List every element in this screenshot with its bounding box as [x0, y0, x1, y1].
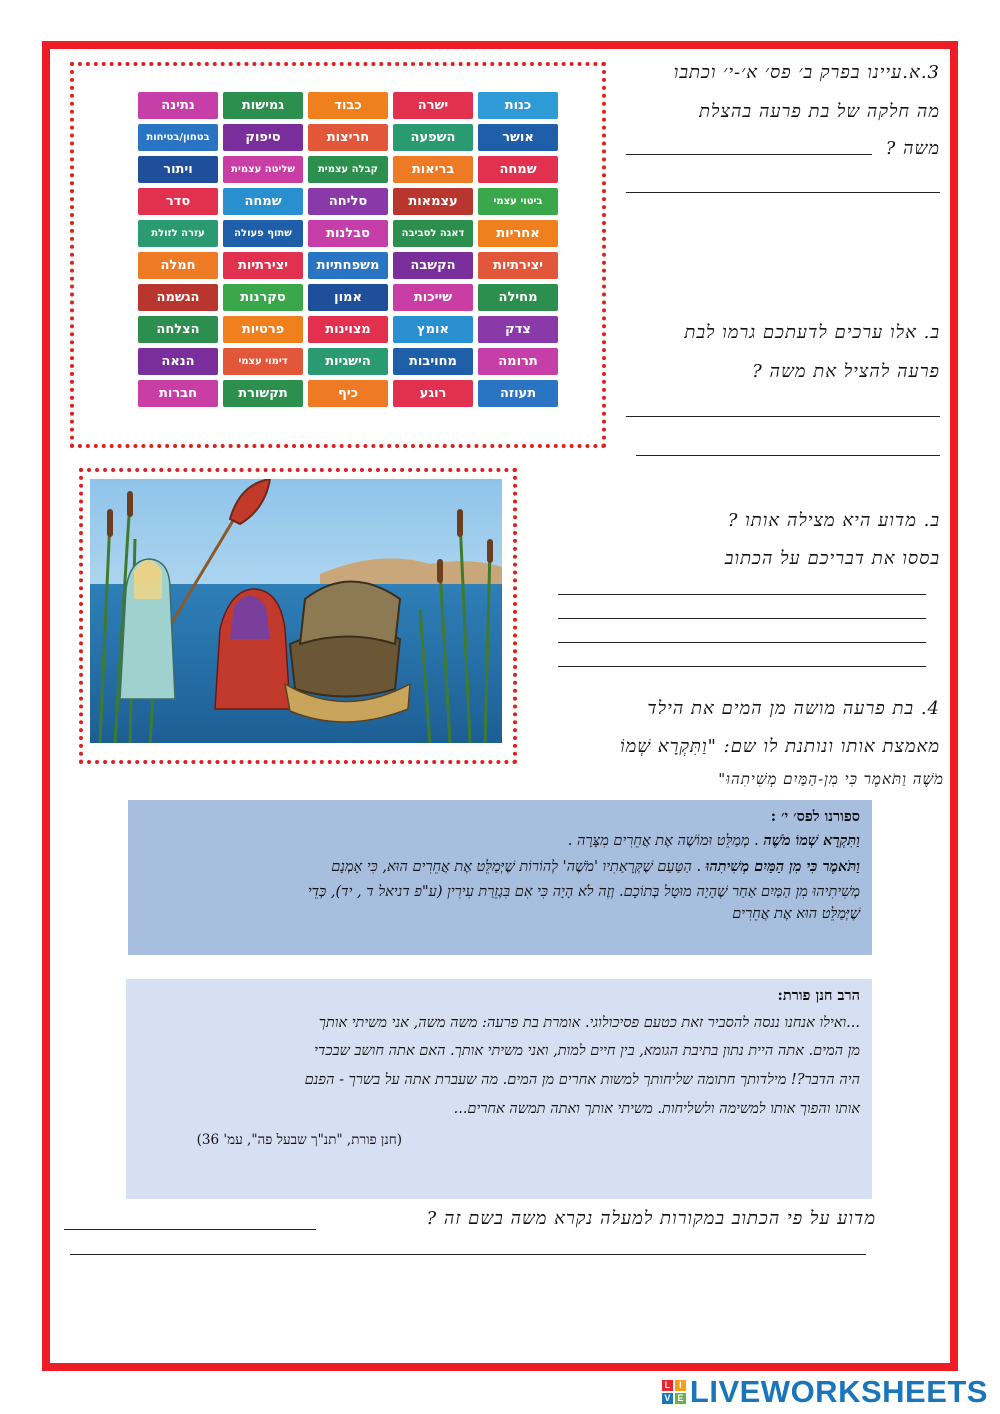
value-tile: דימוי עצמי [223, 348, 303, 375]
sforno-line-1-rest: . מְמַלֵּט וּמוֹשֶׁה אֶת אֲחֵרִים מִצָּרָה . [567, 833, 759, 849]
value-tile: אחריות [478, 220, 558, 247]
value-tile: בטחון/בטיחות [138, 124, 218, 151]
q4-line2: מאמצת אותו ונותנת לו שם: "וַתִּקְרָא שְׁמוֹ [620, 736, 940, 757]
liveworksheets-logo [662, 1374, 988, 1410]
value-tile: עצמאות [393, 188, 473, 215]
porat-line-4: אותו והפוך אותו למשימה ולשליחות. משיתי אותך ואתה תמשה אחרים... [453, 1101, 860, 1117]
answer-line[interactable] [558, 666, 926, 667]
value-tile: הגשמה [138, 284, 218, 311]
value-tile: סיפוק [223, 124, 303, 151]
porat-line-3: היה הדבר?! מילדותך חתומה שליחותך למשות אחרים מן המים. מה שעברת אתה על בשרך - הפנם [304, 1072, 860, 1088]
porat-title: הרב חנן פורת: [777, 987, 860, 1004]
value-tile: ויתור [138, 156, 218, 183]
logo-mark-letter: I [675, 1380, 686, 1391]
porat-commentary-box [126, 979, 872, 1199]
q3a-line3: משה ? [885, 138, 940, 159]
q4-line3: מֹשֶׁה וַתֹּאמֶר כִּי מִן-הַמַּיִם מְשִׁיתִהוּ" [718, 770, 944, 788]
answer-line[interactable] [626, 154, 872, 155]
porat-line-1: ...ואילו אנחנו ננסה להסביר זאת כטעם פסיכולוגי. אומרת בת פרעה: משה משה, אני משיתי אותך [318, 1015, 860, 1031]
value-tile: סליחה [308, 188, 388, 215]
value-tile: אומץ [393, 316, 473, 343]
value-tile: חריצות [308, 124, 388, 151]
answer-line[interactable] [558, 618, 926, 619]
moses-rescue-image [90, 479, 502, 743]
value-tile: עזרה לזולת [138, 220, 218, 247]
value-tile: דאגה לסביבה [393, 220, 473, 247]
final-question: מדוע על פי הכתוב במקורות למעלה נקרא משה בשם זה ? [426, 1208, 876, 1229]
q3c-line2: בססו את דבריכם על הכתוב [724, 548, 940, 569]
value-tile: גמישות [223, 92, 303, 119]
sforno-commentary-box [128, 800, 872, 955]
sforno-line-1 [568, 832, 860, 850]
value-tile: שייכות [393, 284, 473, 311]
value-tile: שמחה [478, 156, 558, 183]
porat-source: (חנן פורת, "תנ"ך שבעל פה", עמ' 36) [196, 1132, 402, 1148]
value-tile: סקרנות [223, 284, 303, 311]
q3a-line2: מה חלקה של בת פרעה בהצלת [699, 101, 940, 122]
value-tile: שתוף פעולה [223, 220, 303, 247]
answer-line[interactable] [64, 1229, 316, 1230]
value-tile: תעוזה [478, 380, 558, 407]
values-grid [138, 92, 558, 407]
value-tile: השפעה [393, 124, 473, 151]
value-tile: ביטוי עצמי [478, 188, 558, 215]
value-tile: אמון [308, 284, 388, 311]
value-tile: כבוד [308, 92, 388, 119]
answer-line[interactable] [70, 1254, 866, 1255]
value-tile: בריאות [393, 156, 473, 183]
sforno-line-4: שֶׁיְּמַלֵּט הוּא אֶת אֲחֵרִים [732, 906, 860, 922]
q3a-line1: 3.א.עיינו בפרק ב׳ פס׳ א׳-י׳ וכתבו [673, 62, 940, 83]
logo-text: LIVEWORKSHEETS [689, 1374, 988, 1409]
value-tile: ישרה [393, 92, 473, 119]
answer-line[interactable] [558, 594, 926, 595]
value-tile: יצירתיות [478, 252, 558, 279]
value-tile: רוגע [393, 380, 473, 407]
value-tile: תקשורת [223, 380, 303, 407]
value-tile: מצוינות [308, 316, 388, 343]
q4-line1: 4. בת פרעה מושה מן המים את הילד [647, 698, 940, 719]
value-tile: שמחה [223, 188, 303, 215]
logo-mark-letter: V [662, 1393, 673, 1404]
value-tile: משפחתיות [308, 252, 388, 279]
logo-mark-letter: L [662, 1380, 673, 1391]
value-tile: נתינה [138, 92, 218, 119]
answer-line[interactable] [626, 416, 940, 417]
values-image [108, 74, 570, 430]
value-tile: מחילה [478, 284, 558, 311]
value-tile: הצלחה [138, 316, 218, 343]
answer-line[interactable] [558, 642, 926, 643]
porat-line-2: מן המים. אתה היית נתון בתיבת הגומא, בין חיים למות, ואני משיתי אותך. האם אתה חושב שבכדי [314, 1043, 860, 1059]
value-tile: יצירתיות [223, 252, 303, 279]
value-tile: כיף [308, 380, 388, 407]
sforno-title: ספורנו לפס׳ י׳ : [770, 808, 860, 825]
logo-mark-letter: E [675, 1393, 686, 1404]
value-tile: פרטיות [223, 316, 303, 343]
sforno-line-2-rest: . הַטַּעַם שֶׁקְּרָאַתִיו 'מֹשֶׁה' לְהוֹרוֹת שֶׁיְּמַלֵּט אֶת אֲחֵרִים הוּא, כִּי אָמְנָם [331, 859, 702, 875]
pharaoh-daughter-illustration [90, 479, 502, 743]
value-tile: תרומה [478, 348, 558, 375]
value-tile: כנות [478, 92, 558, 119]
value-tile: הישגיות [308, 348, 388, 375]
value-tile: הקשבה [393, 252, 473, 279]
value-tile: סדר [138, 188, 218, 215]
value-tile: אושר [478, 124, 558, 151]
value-tile: הנאה [138, 348, 218, 375]
q3b-line1: ב. אלו ערכים לדעתכם גרמו לבת [684, 322, 940, 343]
sforno-line-2 [331, 858, 860, 876]
sforno-line-3: מְשִׁיתִיהוּ מִן הַמַּיִם אַחַר שֶׁהָיָה מוּטָל בְּתוֹכָם. וְזֶה לֹא הָיָה כִּי אִם בִּגְזֵרַת עִירִין (ע"פ דניאל ד , יד), כְּדֵי [307, 884, 860, 900]
value-tile: סבלנות [308, 220, 388, 247]
value-tile: צדק [478, 316, 558, 343]
value-tile: מחויבות [393, 348, 473, 375]
sforno-line-2-bold: וַתֹּאמֶר כִּי מִן הַמַּיִם מְשִׁיתִהוּ [705, 858, 860, 875]
q3c-line1: ב. מדוע היא מצילה אותו ? [727, 510, 940, 531]
logo-mark [662, 1380, 686, 1404]
q3b-line2: פרעה להציל את משה ? [752, 361, 940, 382]
value-tile: שליטה עצמית [223, 156, 303, 183]
value-tile: קבלה עצמית [308, 156, 388, 183]
answer-line[interactable] [626, 192, 940, 193]
value-tile: חמלה [138, 252, 218, 279]
sforno-line-1-bold: וַתִּקְרָא שְׁמוֹ מֹשֶׁה [763, 832, 860, 849]
value-tile: חברות [138, 380, 218, 407]
answer-line[interactable] [636, 455, 940, 456]
